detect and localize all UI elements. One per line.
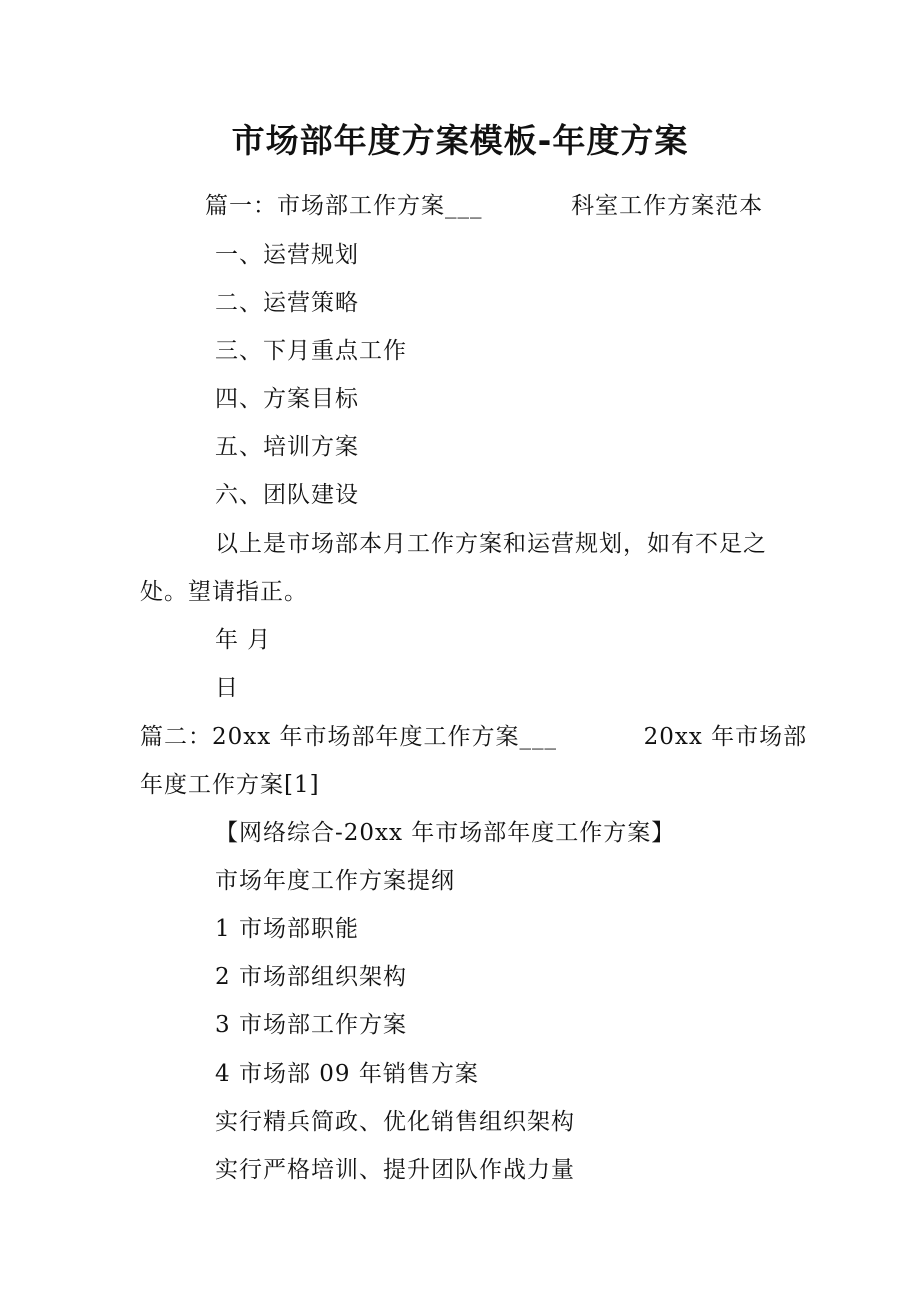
- part1-item: 二、运营策略: [215, 290, 359, 316]
- part1-heading-left: 篇一：市场部工作方案___: [205, 193, 483, 219]
- part2-line: 实行严格培训、提升团队作战力量: [215, 1157, 575, 1183]
- part1-item: 五、培训方案: [215, 434, 359, 460]
- part2-outline-item: 4 市场部 09 年销售方案: [215, 1061, 479, 1087]
- part2-heading: [140, 721, 807, 753]
- part1-item: 四、方案目标: [215, 386, 359, 412]
- part1-item: 一、运营规划: [215, 242, 359, 268]
- part2-heading-cont: 年度工作方案[1]: [140, 772, 320, 798]
- part2-outline-title: 市场年度工作方案提纲: [215, 868, 455, 894]
- part2-line: 实行精兵简政、优化销售组织架构: [215, 1109, 575, 1135]
- document-title: 市场部年度方案模板-年度方案: [231, 121, 689, 160]
- part2-heading-left: 篇二：20xx 年市场部年度工作方案___: [140, 724, 558, 750]
- part1-item: 三、下月重点工作: [215, 338, 407, 364]
- part2-outline-item: 2 市场部组织架构: [215, 964, 407, 990]
- part2-heading-right: 20xx 年市场部: [643, 724, 808, 750]
- part1-closing-line2: 处。望请指正。: [140, 579, 308, 605]
- part1-heading-right: 科室工作方案范本: [571, 193, 764, 219]
- part1-closing-line1: 以上是市场部本月工作方案和运营规划，如有不足之: [215, 531, 767, 557]
- part1-heading: [205, 190, 763, 222]
- part1-date-line1: 年 月: [215, 627, 272, 653]
- part2-source: 【网络综合-20xx 年市场部年度工作方案】: [215, 820, 676, 846]
- part2-outline-item: 3 市场部工作方案: [215, 1012, 407, 1038]
- part1-date-line2: 日: [215, 675, 239, 701]
- part2-outline-item: 1 市场部职能: [215, 916, 359, 942]
- part1-item: 六、团队建设: [215, 482, 359, 508]
